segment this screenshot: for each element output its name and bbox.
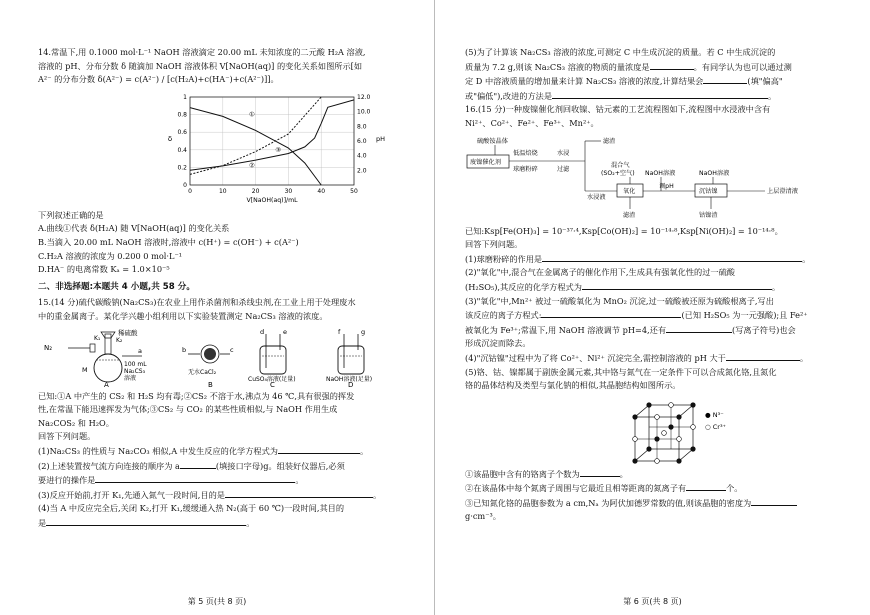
q15-2c-text: 要进行的操作是 <box>38 475 96 486</box>
flow-clear-label: 上层澄清液 <box>767 187 798 195</box>
answer-blank[interactable] <box>541 308 681 318</box>
q14-prompt: 下列叙述正确的是 <box>38 209 104 220</box>
q16-part-3b <box>465 308 840 323</box>
q15-part-3: (3)反应开始前,打开 K₁,先通入氮气一段时间,目的是 。 <box>38 489 382 500</box>
q15-3-text: (3)反应开始前,打开 K₁,先通入氮气一段时间,目的是 <box>38 489 225 500</box>
answer-blank[interactable] <box>95 473 295 483</box>
q15-known-line: 性,在常温下能迅速挥发为气体;③CS₂ 与 CO₂ 的某些性质相似,与 NaOH 作用生成 <box>38 404 338 415</box>
q15-5d-text: 定 D 中溶液质量的增加量来计算 Na₂CS₃ 溶液的浓度,计算结果会 <box>465 76 704 87</box>
q16-3e-text: (写离子符号)也会 <box>732 324 796 335</box>
x-tick-label: 10 <box>218 187 227 195</box>
q15-5e-text: (填"偏高" <box>747 76 783 87</box>
answer-blank[interactable] <box>751 496 797 506</box>
q14-option-d: D.HA⁻ 的电离常数 Kₐ = 1.0×10⁻⁵ <box>38 264 170 275</box>
flow-sulfate-label: 硫酸铵晶体 <box>477 137 508 145</box>
k1-label: K₁ <box>94 334 101 342</box>
q15-known-line: 已知:①A 中产生的 CS₂ 和 H₂S 均有毒;②CS₂ 不溶于水,沸点为 46 ℃,具有很强的挥发 <box>38 390 355 401</box>
q16-part-3f: 形成沉淀而除去。 <box>465 338 531 349</box>
y-right-tick-label: 4.0 <box>357 152 367 160</box>
q15-part-2 <box>38 459 420 474</box>
q16-2b-text: (H₂SO₅),其反应的化学方程式为 <box>465 281 582 292</box>
q14-stem-line: 14.常温下,用 0.1000 mol·L⁻¹ NaOH 溶液滴定 20.00 mL 未知浓度的二元酸 H₂A 溶液, <box>38 47 366 57</box>
apparatus-b <box>182 345 234 388</box>
q16-part-2b: (H₂SO₅),其反应的化学方程式为 。 <box>465 281 781 292</box>
n2-label: N₂ <box>44 343 53 352</box>
right-page <box>435 0 870 615</box>
q16-stem-line: 16.(15 分)一种废镍催化剂回收镍、钴元素的工艺流程图如下,流程图中水浸液中含有 <box>465 104 771 115</box>
q16-5-3 <box>465 496 840 511</box>
series-label-1: ① <box>249 110 255 119</box>
x-tick-label: 30 <box>284 187 293 195</box>
y-left-axis-label: δ <box>167 134 173 143</box>
g-label: g <box>361 327 366 336</box>
q15-stem-line: 中的重金属离子。某化学兴趣小组利用以下实验装置测定 Na₂CS₃ 溶液的浓度。 <box>38 310 328 321</box>
q14-stem-line: 溶液的 pH、分布分数 δ 随滴加 NaOH 溶液体积 V[NaOH(aq)] 的变化关系如图所示[如 <box>38 60 363 71</box>
a-label: a <box>138 346 142 355</box>
answer-blank[interactable] <box>582 280 772 290</box>
answer-blank[interactable] <box>703 74 747 84</box>
q16-answer-prompt: 回答下列问题。 <box>465 239 523 250</box>
flow-leach2-label: 过滤 <box>557 165 570 173</box>
q15-answer-prompt: 回答下列问题。 <box>38 431 96 442</box>
page-footer: 第 5 页(共 8 页) <box>187 597 247 606</box>
q16-known: 已知:Ksp[Fe(OH)₃] = 10⁻³⁷·⁴,Ksp[Co(OH)₂] = 10⁻¹⁴·⁸,Ksp[Ni(OH)₂] = 10⁻¹⁴·⁸。 <box>465 225 783 236</box>
answer-blank[interactable] <box>278 444 360 454</box>
q16-part-4: (4)"沉钴镍"过程中为了将 Co²⁺、Ni²⁺ 沉淀完全,需控制溶液的 pH 大于 。 <box>465 352 809 363</box>
crystal-cell <box>465 395 840 465</box>
q15-5c-text: 。有同学认为也可以通过测 <box>693 61 792 72</box>
y-left-tick-label: 0 <box>183 181 187 189</box>
q16-5-1-text: ①该晶胞中含有的铬离子个数为 <box>465 468 580 479</box>
answer-blank[interactable] <box>666 323 732 333</box>
flow-roast2-label: 球磨粉碎 <box>513 165 538 173</box>
flow-naoh1-label: NaOH溶液 <box>645 169 676 177</box>
q16-flowchart <box>465 133 840 223</box>
answer-blank[interactable] <box>650 60 694 70</box>
series-line-3 <box>190 100 354 170</box>
q16-part-3a: (3)"氧化"中,Mn²⁺ 被过一硫酸氧化为 MnO₂ 沉淀,过一硫酸被还原为硫酸根离子,写出 <box>465 295 774 306</box>
e-label: e <box>283 327 287 336</box>
y-left-tick-label: 0.2 <box>177 164 187 172</box>
flowchart-svg <box>465 133 840 223</box>
flow-cat-label: 废镍催化剂 <box>470 158 501 166</box>
q16-5-3b: g·cm⁻³。 <box>465 511 501 522</box>
q15-part-5: (5)为了计算该 Na₂CS₃ 溶液的浓度,可测定 C 中生成沉淀的质量。若 C 中生成沉淀的 <box>465 47 776 57</box>
legend-n-label: ● N³⁻ <box>705 410 724 419</box>
flow-naoh2-label: NaOH溶液 <box>699 169 730 177</box>
flow-precip-label: 沉钴镍 <box>699 187 718 195</box>
q15-5b-text: 质量为 7.2 g,则该 Na₂CS₃ 溶液的物质的量浓度是 <box>465 61 650 72</box>
q15-stem-line: 15.(14 分)硫代碳酸钠(Na₂CS₃)在农业上用作杀菌剂和杀线虫剂,在工业上用于处理废水 <box>38 297 356 308</box>
q15-part-5b <box>465 60 840 75</box>
answer-blank[interactable] <box>580 467 620 477</box>
flow-slag2-label: 滤渣 <box>623 211 636 219</box>
legend-cr-label: ○ Cr³⁺ <box>705 422 726 431</box>
x-tick-label: 20 <box>251 187 260 195</box>
naoh-label: NaOH溶液(足量) <box>326 375 373 383</box>
q16-4-text: (4)"沉钴镍"过程中为了将 Co²⁺、Ni²⁺ 沉淀完全,需控制溶液的 pH 大于 <box>465 352 726 363</box>
m-label: M <box>82 365 88 374</box>
q16-part-5a: (5)铬、钴、镍都属于副族金属元素,其中铬与氮气在一定条件下可以合成氮化铬,且氮化 <box>465 366 777 377</box>
x-tick-label: 50 <box>350 187 358 195</box>
flow-oxidize-label: 氧化 <box>623 187 636 195</box>
x-tick-label: 0 <box>188 187 192 195</box>
q16-5-2a-text: ②在该晶体中每个氮离子周围与它最近且相等距离的氮离子有 <box>465 483 687 494</box>
y-right-tick-label: 10.0 <box>357 108 371 116</box>
x-axis-label: V[NaOH(aq)]/mL <box>246 196 298 204</box>
k2-label: K₂ <box>116 336 123 344</box>
q14-chart <box>38 89 420 207</box>
plot-frame <box>190 97 354 185</box>
y-right-tick-label: 8.0 <box>357 123 367 131</box>
flow-adjust-label: 调pH <box>659 182 674 190</box>
q14-option-c: C.H₂A 溶液的浓度为 0.200 0 mol·L⁻¹ <box>38 250 183 261</box>
y-right-tick-label: 2.0 <box>357 167 367 175</box>
flow-gas2-label: (SO₂+空气) <box>601 169 635 177</box>
flow-roast1-label: 低温焙烧 <box>513 149 538 157</box>
y-right-tick-label: 12.0 <box>357 93 371 101</box>
series-label-2: ② <box>249 161 255 170</box>
q14-stem-line: A²⁻ 的分布分数 δ(A²⁻) = c(A²⁻) / [c(H₂A)+c(HA⁻)+c(A²⁻)]]。 <box>38 74 279 85</box>
crystal-cell-svg <box>465 395 840 465</box>
flow-slag3-label: 钴镍渣 <box>699 211 718 219</box>
q15-2a-text: (2)上述装置按气流方向连接的顺序为 a <box>38 460 180 471</box>
flow-leach1-label: 水浸 <box>557 149 570 157</box>
cuso4-label: CuSO₄溶液(足量) <box>248 375 296 383</box>
d-label: d <box>260 327 265 336</box>
q15-1-text: (1)Na₂CS₃ 的性质与 Na₂CO₃ 相似,A 中发生反应的化学方程式为 <box>38 445 278 456</box>
flow-liquid-label: 水浸液 <box>587 193 606 201</box>
q16-5-2 <box>465 481 840 496</box>
q15-apparatus <box>38 326 420 388</box>
q15-part-5f: 或"偏低"),改进的方法是 。 <box>465 90 777 101</box>
y-left-tick-label: 1 <box>183 93 187 101</box>
q16-5-1: ①该晶胞中含有的铬离子个数为 。 <box>465 468 628 479</box>
q14-option-a: A.曲线①代表 δ(H₂A) 随 V[NaOH(aq)] 的变化关系 <box>38 223 230 234</box>
y-left-tick-label: 0.8 <box>177 111 187 119</box>
titration-chart-svg <box>148 89 408 207</box>
q16-part-5b: 铬的晶体结构及类型与氯化钠的相似,其晶胞结构如图所示。 <box>465 380 681 391</box>
y-left-tick-label: 0.6 <box>177 128 187 136</box>
q15-known-line: Na₂COS₂ 和 H₂O。 <box>38 417 114 428</box>
apparatus-d-label: D <box>348 380 354 388</box>
flow-slag1-label: 滤渣 <box>603 137 616 145</box>
q16-3c-text: (已知 H₂SO₅ 为一元强酸);且 Fe²⁺ <box>681 310 808 321</box>
flow-gas1-label: 混合气 <box>611 161 630 169</box>
q16-part-1: (1)球磨粉碎的作用是 。 <box>465 253 811 264</box>
answer-blank[interactable] <box>686 481 726 491</box>
sol2-label: Na₂CS₃ <box>124 367 145 375</box>
q15-part-5d <box>465 74 840 89</box>
q16-stem-line: Ni²⁺、Co²⁺、Fe²⁺、Fe³⁺、Mn²⁺。 <box>465 117 599 128</box>
sol3-label: 溶液 <box>124 374 137 382</box>
answer-blank[interactable] <box>46 516 246 526</box>
q15-part-2c: 要进行的操作是 。 <box>38 475 304 486</box>
answer-blank[interactable] <box>180 459 216 469</box>
apparatus-d <box>326 328 372 388</box>
apparatus-a-label: A <box>104 380 109 388</box>
q15-2b-text: (填接口字母)g。组装好仪器后,必须 <box>215 460 345 471</box>
answer-blank[interactable] <box>542 252 802 262</box>
apparatus-c-label: C <box>270 380 275 388</box>
q14-option-b: B.当滴入 20.00 mL NaOH 溶液时,溶液中 c(H⁺) = c(OH⁻) + c(A²⁻) <box>38 236 299 247</box>
q15-4b-text: 是 <box>38 517 47 528</box>
answer-blank[interactable] <box>726 351 800 361</box>
q15-part-1: (1)Na₂CS₃ 的性质与 Na₂CO₃ 相似,A 中发生反应的化学方程式为 。 <box>38 445 369 456</box>
series-label-3: ③ <box>275 145 282 154</box>
q16-3d-text: 被氧化为 Fe³⁺;常温下,用 NaOH 溶液调节 pH=4,还有 <box>465 324 667 335</box>
y-right-axis-label: pH <box>376 134 386 143</box>
section-heading: 二、非选择题:本题共 4 小题,共 58 分。 <box>38 281 195 292</box>
unit-cell-cube <box>632 402 695 463</box>
q16-part-3d <box>465 323 840 338</box>
q15-5f-text: 或"偏低"),改进的方法是 <box>465 90 553 101</box>
q16-5-2b-text: 个。 <box>726 483 743 494</box>
y-left-tick-label: 0.4 <box>177 146 187 154</box>
c-label: c <box>230 345 234 354</box>
q16-3b-text: 该反应的离子方程式: <box>465 310 542 321</box>
answer-blank[interactable] <box>552 89 768 99</box>
acid-label: 稀硫酸 <box>118 328 138 337</box>
page-footer: 第 6 页(共 8 页) <box>623 597 682 606</box>
y-right-tick-label: 6.0 <box>357 137 367 145</box>
q16-1-text: (1)球磨粉碎的作用是 <box>465 253 543 264</box>
b-label: b <box>182 345 187 354</box>
apparatus-b-label: B <box>208 380 213 388</box>
q16-part-2a: (2)"氧化"中,混合气在金属离子的催化作用下,生成具有强氧化性的过一硫酸 <box>465 267 735 278</box>
apparatus-a <box>44 328 147 388</box>
x-tick-label: 40 <box>317 187 326 195</box>
apparatus-diagram <box>38 326 418 388</box>
cacl2-label: 无水CaCl₂ <box>188 368 217 376</box>
f-label: f <box>338 327 341 336</box>
q16-5-3a-text: ③已知氮化铬的晶胞参数为 a cm,Nₐ 为阿伏加德罗常数的值,则该晶胞的密度为 <box>465 497 752 508</box>
apparatus-c <box>248 328 296 388</box>
sol-label: 100 mL <box>124 360 147 368</box>
q15-part-4b: 是 。 <box>38 517 255 528</box>
answer-blank[interactable] <box>225 488 373 498</box>
q15-part-4: (4)当 A 中反应完全后,关闭 K₂,打开 K₁,缓缓通入热 N₂(高于 60 ℃)一段时间,其目的 <box>38 503 345 514</box>
